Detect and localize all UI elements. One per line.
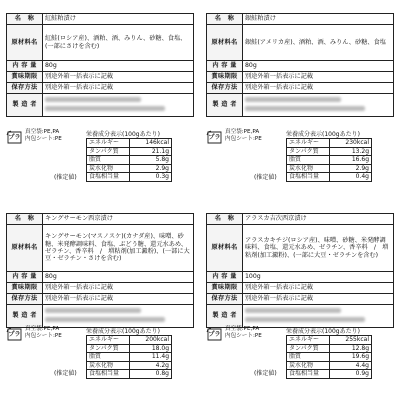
estimate-note: (推定値): [54, 370, 77, 377]
product-name: 紅鮭粕漬け: [43, 14, 194, 25]
field-content-label: 内 容 量: [207, 61, 243, 72]
nutrient-value: 2.9g: [329, 164, 372, 173]
nutrient-value: 16.6g: [329, 156, 372, 165]
nutrient-name: エネルギー: [87, 336, 130, 345]
field-name-label: 名 称: [207, 214, 243, 225]
redacted-text: [245, 317, 365, 322]
recycle-label: プラ: [208, 134, 221, 141]
nutrient-name: タンパク質: [287, 147, 330, 156]
nutrition-table: [286, 138, 372, 182]
recycle-mark: [6, 326, 62, 343]
field-content-label: 内 容 量: [7, 61, 43, 72]
content-value: 100g: [243, 272, 394, 283]
storage-value: 別途外箱一括表示に記載: [43, 294, 194, 305]
field-ingredients-label: 原材料名: [7, 225, 43, 272]
nutrient-name: 炭水化物: [287, 361, 330, 370]
field-name-label: 名 称: [7, 214, 43, 225]
expiry-value: 別途外箱一括表示に記載: [43, 72, 194, 83]
spec-table: [206, 213, 394, 328]
recycle-line-1: 真空袋:PE,PA: [225, 326, 260, 332]
field-ingredients-label: 原材料名: [207, 25, 243, 61]
field-maker-label: 製 造 者: [207, 94, 243, 117]
redacted-text: [45, 308, 141, 313]
nutrient-name: 食塩相当量: [87, 370, 130, 379]
nutrient-name: 脂質: [287, 353, 330, 362]
field-ingredients-label: 原材料名: [7, 25, 43, 61]
redacted-text: [45, 106, 165, 111]
product-name: キングサーモン西京漬け: [43, 214, 194, 225]
nutrient-name: 炭水化物: [87, 361, 130, 370]
ingredients-value: キングサーモン(マスノスケ)(カナダ産)、味噌、砂糖、米発酵調味料、食塩、ぶどう糖、還元水あめ、ゼラチン、香辛料 / 増粘剤(加工澱粉)、(一部に大豆・ゼラチン・さけを含む): [43, 225, 194, 272]
expiry-value: 別途外箱一括表示に記載: [243, 72, 394, 83]
recycle-materials: [225, 326, 262, 340]
nutrition-title: 栄養成分表示(100gあたり): [86, 328, 160, 335]
nutrient-name: タンパク質: [87, 147, 130, 156]
recycle-materials: [25, 326, 62, 340]
recycle-line-2: 内包シート:PE: [25, 136, 62, 142]
nutrient-value: 13.2g: [329, 147, 372, 156]
recycle-line-1: 真空袋:PE,PA: [225, 129, 260, 135]
estimate-note: (推定値): [254, 370, 277, 377]
nutrient-name: 炭水化物: [87, 164, 130, 173]
expiry-value: 別途外箱一括表示に記載: [43, 283, 194, 294]
nutrient-name: タンパク質: [287, 344, 330, 353]
field-storage-label: 保存方法: [207, 83, 243, 94]
nutrient-value: 2.9g: [129, 164, 172, 173]
nutrient-value: 0.9g: [329, 370, 372, 379]
nutrient-value: 0.8g: [129, 370, 172, 379]
recycle-line-2: 内包シート:PE: [25, 333, 62, 339]
expiry-value: 別途外箱一括表示に記載: [243, 283, 394, 294]
maker-value-redacted: [243, 94, 394, 117]
nutrient-value: 12.8g: [329, 344, 372, 353]
spec-table: [206, 13, 394, 117]
label-card-4: [200, 200, 400, 400]
nutrient-value: 230kcal: [329, 139, 372, 148]
field-content-label: 内 容 量: [207, 272, 243, 283]
label-card-2: [200, 0, 400, 200]
label-card-3: [0, 200, 200, 400]
recycle-mark: [206, 129, 262, 146]
nutrient-value: 255kcal: [329, 336, 372, 345]
nutrition-title: 栄養成分表示(100gあたり): [286, 131, 360, 138]
nutrition-title: 栄養成分表示(100gあたり): [86, 131, 160, 138]
field-maker-label: 製 造 者: [7, 94, 43, 117]
storage-value: 別途外箱一括表示に記載: [43, 83, 194, 94]
recycle-line-1: 真空袋:PE,PA: [25, 129, 60, 135]
field-expiry-label: 賞味期限: [7, 72, 43, 83]
field-expiry-label: 賞味期限: [207, 283, 243, 294]
recycle-line-2: 内包シート:PE: [225, 333, 262, 339]
nutrient-value: 200kcal: [129, 336, 172, 345]
content-value: 80g: [43, 61, 194, 72]
nutrition-table: [86, 335, 172, 379]
storage-value: 別途外箱一括表示に記載: [243, 294, 394, 305]
ingredients-value: 紅鮭(ロシア産)、酒粕、酒、みりん、砂糖、食塩、(一部にさけを含む): [43, 25, 194, 61]
nutrient-name: タンパク質: [87, 344, 130, 353]
nutrient-value: 4.2g: [129, 361, 172, 370]
nutrient-value: 11.4g: [129, 353, 172, 362]
recycle-label: プラ: [8, 134, 21, 141]
recycle-label: プラ: [208, 331, 221, 338]
redacted-text: [245, 106, 365, 111]
field-storage-label: 保存方法: [7, 83, 43, 94]
recycle-mark: [6, 129, 62, 146]
field-maker-label: 製 造 者: [7, 305, 43, 328]
nutrient-name: エネルギー: [287, 139, 330, 148]
field-ingredients-label: 原材料名: [207, 225, 243, 272]
nutrient-name: 食塩相当量: [87, 173, 130, 182]
nutrient-value: 21.1g: [129, 147, 172, 156]
ingredients-value: 銀鮭(アメリカ産)、酒粕、酒、みりん、砂糖、食塩: [243, 25, 394, 61]
nutrient-name: 炭水化物: [287, 164, 330, 173]
maker-value-redacted: [243, 305, 394, 328]
recycle-materials: [25, 129, 62, 143]
estimate-note: (推定値): [254, 174, 277, 181]
label-card-1: [0, 0, 200, 200]
nutrient-value: 5.8g: [129, 156, 172, 165]
field-maker-label: 製 造 者: [207, 305, 243, 328]
recycle-mark: [206, 326, 262, 343]
recycle-line-1: 真空袋:PE,PA: [25, 326, 60, 332]
nutrient-name: 脂質: [87, 353, 130, 362]
redacted-text: [45, 97, 141, 102]
storage-value: 別途外箱一括表示に記載: [243, 83, 394, 94]
field-storage-label: 保存方法: [7, 294, 43, 305]
field-name-label: 名 称: [7, 14, 43, 25]
nutrient-value: 146kcal: [129, 139, 172, 148]
nutrient-name: 脂質: [87, 156, 130, 165]
field-expiry-label: 賞味期限: [7, 283, 43, 294]
recycle-materials: [225, 129, 262, 143]
recycle-line-2: 内包シート:PE: [225, 136, 262, 142]
maker-value-redacted: [43, 305, 194, 328]
nutrition-table: [86, 138, 172, 182]
nutrient-name: 食塩相当量: [287, 173, 330, 182]
product-name: アラスカ吉次西京漬け: [243, 214, 394, 225]
nutrient-name: エネルギー: [287, 336, 330, 345]
nutrition-title: 栄養成分表示(100gあたり): [286, 328, 360, 335]
spec-table: [6, 213, 194, 328]
nutrient-value: 0.4g: [329, 173, 372, 182]
redacted-text: [45, 317, 165, 322]
maker-value-redacted: [43, 94, 194, 117]
recycle-label: プラ: [8, 331, 21, 338]
estimate-note: (推定値): [54, 174, 77, 181]
nutrient-name: 脂質: [287, 156, 330, 165]
nutrient-value: 0.3g: [129, 173, 172, 182]
content-value: 80g: [43, 272, 194, 283]
field-content-label: 内 容 量: [7, 272, 43, 283]
field-expiry-label: 賞味期限: [207, 72, 243, 83]
nutrient-value: 19.6g: [329, 353, 372, 362]
field-name-label: 名 称: [207, 14, 243, 25]
product-name: 銀鮭粕漬け: [243, 14, 394, 25]
redacted-text: [245, 308, 341, 313]
spec-table: [6, 13, 194, 117]
ingredients-value: アラスカキチジ(ロシア産)、味噌、砂糖、米発酵調味料、食塩、還元水あめ、ゼラチン、香辛料 / 増粘剤(加工澱粉)、(一部に大豆・ゼラチンを含む): [243, 225, 394, 272]
nutrient-name: エネルギー: [87, 139, 130, 148]
nutrient-value: 4.4g: [329, 361, 372, 370]
nutrient-value: 18.0g: [129, 344, 172, 353]
redacted-text: [245, 97, 341, 102]
nutrient-name: 食塩相当量: [287, 370, 330, 379]
field-storage-label: 保存方法: [207, 294, 243, 305]
nutrition-table: [286, 335, 372, 379]
content-value: 80g: [243, 61, 394, 72]
